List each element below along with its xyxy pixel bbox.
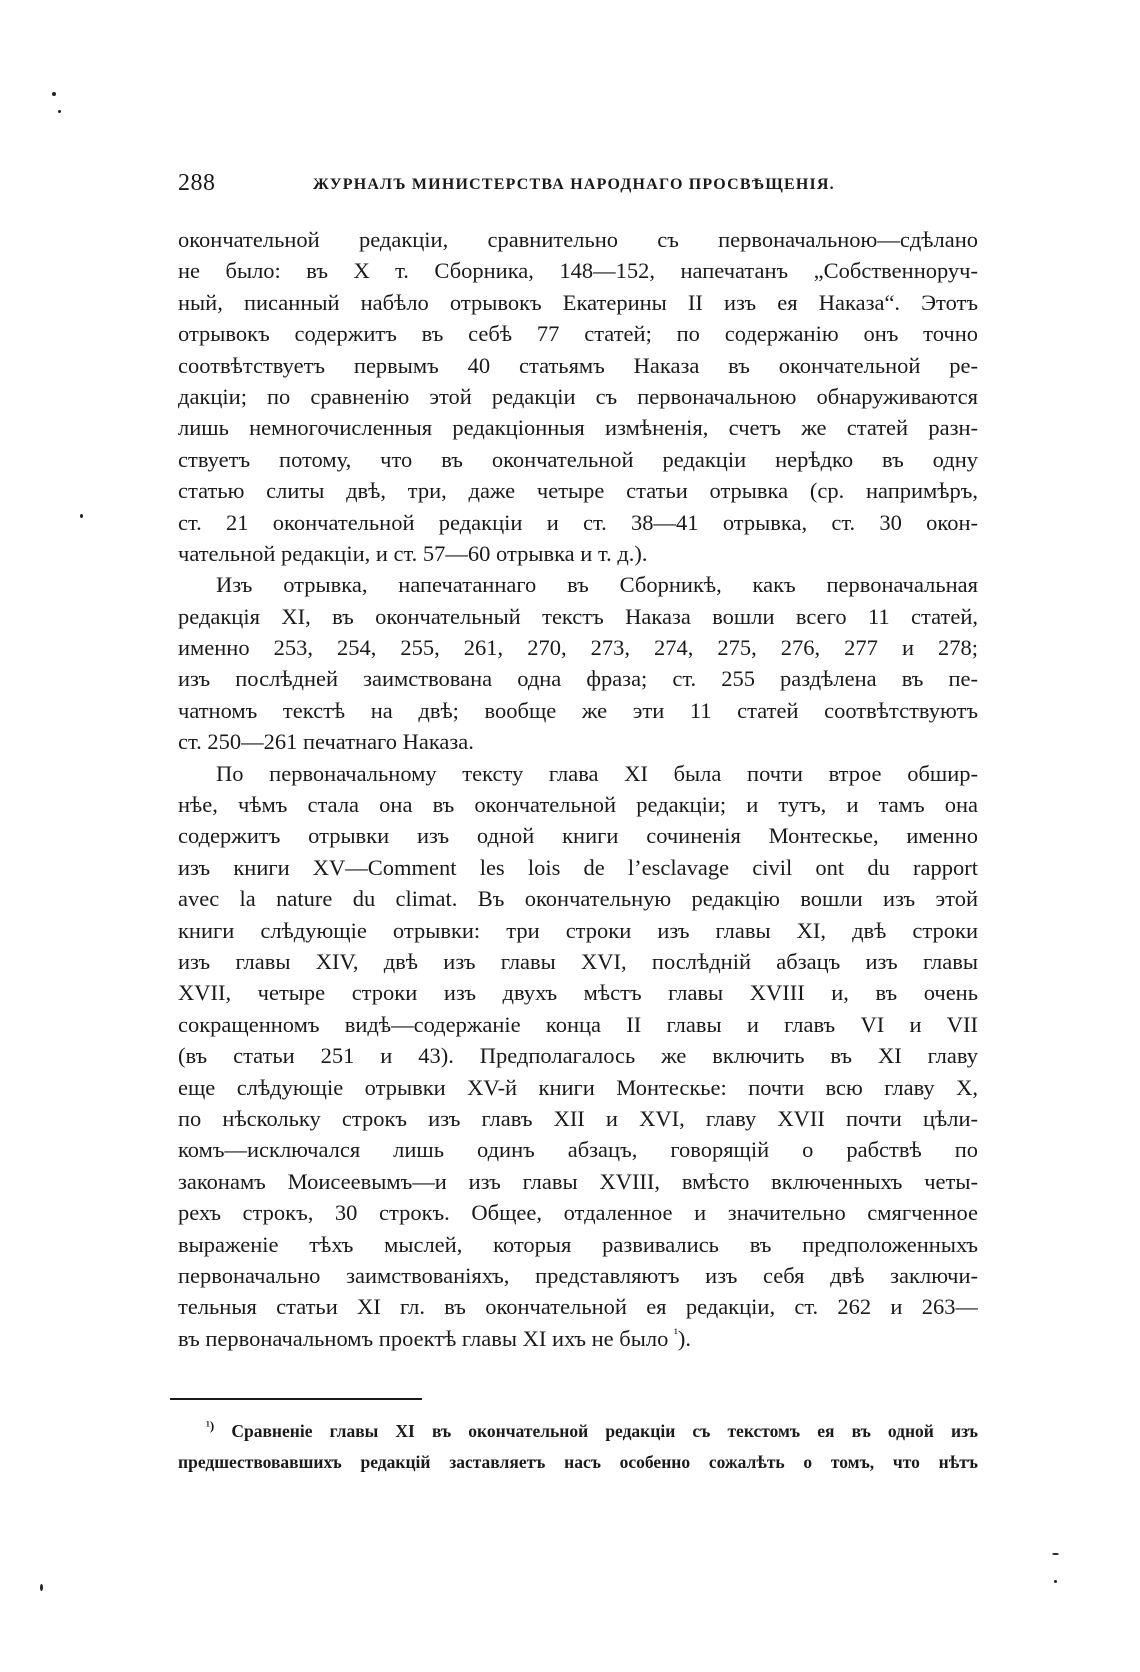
text-line: (въ статьи 251 и 43). Предполагалось же включить въ XI главу <box>178 1043 978 1069</box>
scan-speck <box>1052 1553 1059 1555</box>
text-line: чательной редакціи, и ст. 57—60 отрывка и т. д.). <box>178 540 648 566</box>
text-line-content: въ первоначальномъ проектѣ главы XI ихъ не было <box>178 1325 669 1351</box>
text-line: нѣе, чѣмъ стала она въ окончательной редакціи; и тутъ, и тамъ она <box>178 792 978 818</box>
text-line: выраженіе тѣхъ мыслей, которыя развивались въ предположенныхъ <box>178 1231 978 1257</box>
text-line: не было: въ Х т. Сборника, 148—152, напечатанъ „Собственноруч- <box>178 258 978 284</box>
text-line: avec la nature du climat. Въ окончательную редакцію вошли изъ этой <box>178 886 978 912</box>
running-title: ЖУРНАЛЪ МИНИСТЕРСТВА НАРОДНАГО ПРОСВѢЩЕНІЯ. <box>313 176 835 193</box>
scan-speck <box>58 110 61 113</box>
paragraph-3 <box>178 758 978 1354</box>
end-punctuation: ). <box>677 1325 691 1351</box>
footnote-line: предшествовавшихъ редакцій заставляетъ насъ особенно сожалѣть о томъ, что нѣтъ <box>178 1452 978 1472</box>
text-line: именно 253, 254, 255, 261, 270, 273, 274, 275, 276, 277 и 278; <box>178 635 978 661</box>
text-line: первоначально заимствованіяхъ, представляютъ изъ себя двѣ заключи- <box>178 1262 978 1288</box>
text-line: рехъ строкъ, 30 строкъ. Общее, отдаленное и значительно смягченное <box>178 1200 978 1226</box>
text-line: изъ послѣдней заимствована одна фраза; ст. 255 раздѣлена въ пе- <box>178 666 978 692</box>
text-line: статью слиты двѣ, три, даже четыре статьи отрывка (ср. напримѣръ, <box>178 478 978 504</box>
text-line: комъ—исключался лишь одинъ абзацъ, говорящій о рабствѣ по <box>178 1137 978 1163</box>
text-line: законамъ Моисеевымъ—и изъ главы XVIII, вмѣсто включенныхъ четы- <box>178 1168 978 1194</box>
page-number: 288 <box>178 170 216 196</box>
text-line: По первоначальному тексту глава XI была почти втрое обшир- <box>216 760 978 786</box>
text-line: редакція XI, въ окончательный текстъ Наказа вошли всего 11 статей, <box>178 603 978 629</box>
text-line: еще слѣдующіе отрывки XV-й книги Монтескье: почти всю главу X, <box>178 1074 978 1100</box>
text-line-final <box>178 1323 978 1354</box>
paragraph-2 <box>178 569 978 757</box>
text-line: по нѣскольку строкъ изъ главъ XII и XVI, главу XVII почти цѣли- <box>178 1105 978 1131</box>
footnote-line-content: Сравненіе главы XI въ окончательной редакціи съ текстомъ ея въ одной изъ <box>231 1421 978 1441</box>
scan-speck <box>1054 1580 1057 1583</box>
footnote-separator-rule <box>170 1398 422 1400</box>
text-line: ствуетъ потому, что въ окончательной редакціи нерѣдко въ одну <box>178 446 978 472</box>
text-line: тельныя статьи XI гл. въ окончательной ея редакціи, ст. 262 и 263— <box>178 1294 978 1320</box>
text-line: Изъ отрывка, напечатаннаго въ Сборникѣ, какъ первоначальная <box>216 572 978 598</box>
page-header <box>178 170 978 202</box>
scan-speck <box>52 92 56 96</box>
scan-speck <box>40 1584 43 1591</box>
footnote-line <box>178 1416 978 1447</box>
footnote-reference: ¹ <box>673 1325 678 1341</box>
text-line: отрывокъ содержитъ въ себѣ 77 статей; по содержанію онъ точно <box>178 321 978 347</box>
text-line: ст. 250—261 печатнаго Наказа. <box>178 729 474 755</box>
text-line: лишь немногочисленныя редакціонныя измѣненія, счетъ же статей разн- <box>178 415 978 441</box>
text-line: ст. 21 окончательной редакціи и ст. 38—41 отрывка, ст. 30 окон- <box>178 509 978 535</box>
footnote-marker: ¹) <box>206 1418 215 1434</box>
body-text <box>178 224 978 1354</box>
text-line: чатномъ текстѣ на двѣ; вообще же эти 11 статей соотвѣтствуютъ <box>178 697 978 723</box>
text-line: окончательной редакціи, сравнительно съ первоначальною—сдѣлано <box>178 227 978 252</box>
scan-speck <box>80 514 83 518</box>
text-line: соотвѣтствуетъ первымъ 40 статьямъ Наказа въ окончательной ре- <box>178 352 978 378</box>
text-line: дакціи; по сравненію этой редакціи съ первоначальною обнаруживаются <box>178 383 978 409</box>
text-line: изъ книги XV—Comment les lois de l’esclavage civil ont du rapport <box>178 854 978 880</box>
footnote <box>178 1416 978 1478</box>
text-line: XVII, четыре строки изъ двухъ мѣстъ главы XVIII и, въ очень <box>178 980 978 1006</box>
text-line: сокращенномъ видѣ—содержаніе конца II главы и главъ VI и VII <box>178 1011 978 1037</box>
text-line: ный, писанный набѣло отрывокъ Екатерины II изъ ея Наказа“. Этотъ <box>178 289 978 315</box>
text-line: книги слѣдующіе отрывки: три строки изъ главы XI, двѣ строки <box>178 917 978 943</box>
text-line: изъ главы XIV, двѣ изъ главы XVI, послѣдній абзацъ изъ главы <box>178 948 978 974</box>
paragraph-1 <box>178 224 978 569</box>
text-line: содержитъ отрывки изъ одной книги сочиненія Монтескье, именно <box>178 823 978 849</box>
